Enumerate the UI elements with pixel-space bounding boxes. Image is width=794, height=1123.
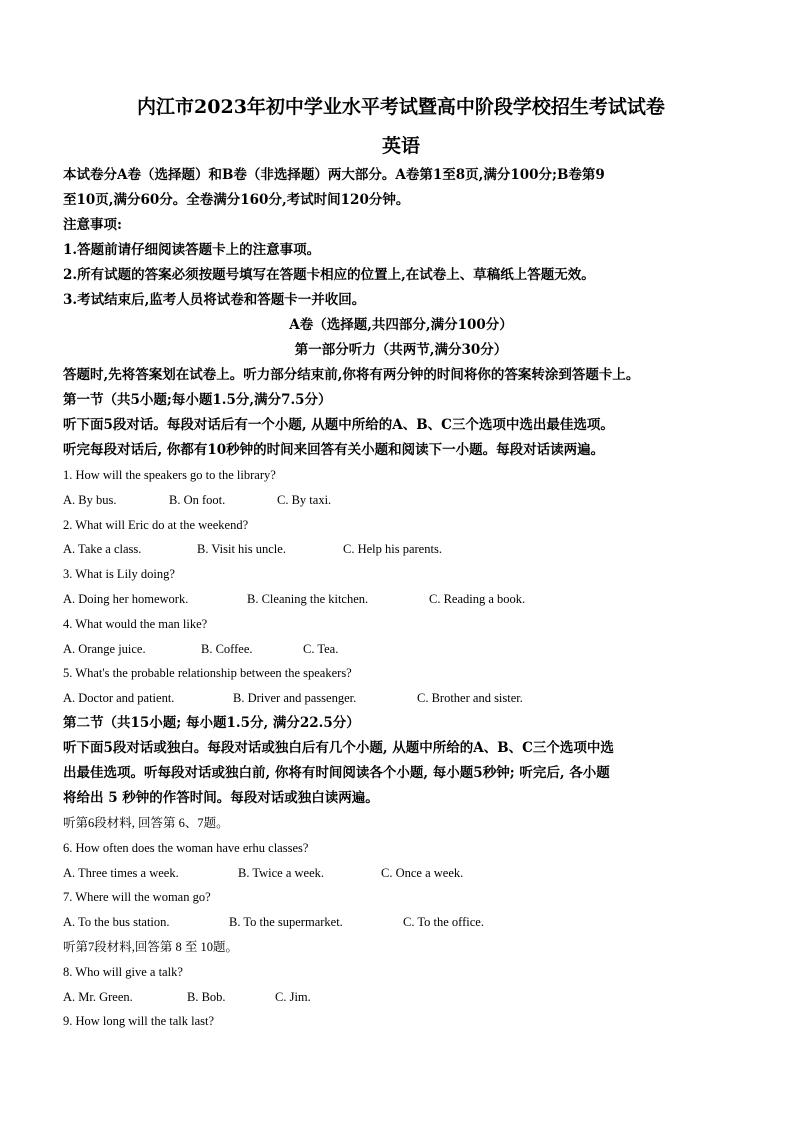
option-c: C. Brother and sister.	[417, 691, 523, 706]
notice-title: 注意事项:	[63, 217, 122, 233]
option-b: B. Bob.	[187, 989, 226, 1004]
part1-title: 第一部分听力（共两节,满分30分）	[294, 342, 508, 358]
exam-page	[63, 94, 739, 1034]
section1-directions: 听完每段对话后, 你都有10秒钟的时间来回答有关小题和阅读下一小题。每段对话读两遍。	[63, 442, 605, 458]
options-7	[63, 910, 739, 935]
notice-item: 1.答题前请仔细阅读答题卡上的注意事项。	[63, 242, 321, 258]
option-a: A. Mr. Green.	[63, 989, 133, 1004]
section2-directions: 出最佳选项。听每段对话或独白前, 你将有时间阅读各个小题, 每小题5秒钟; 听完后, 各小题	[63, 764, 610, 781]
option-b: B. Visit his uncle.	[197, 542, 286, 557]
option-b: B. Coffee.	[201, 641, 253, 656]
options-1	[63, 488, 739, 513]
question-2: 2. What will Eric do at the weekend?	[63, 517, 249, 532]
question-9: 9. How long will the talk last?	[63, 1014, 215, 1029]
options-6	[63, 861, 739, 886]
options-2	[63, 537, 739, 562]
intro-line-2: 至10页,满分60分。全卷满分160分,考试时间120分钟。	[63, 192, 410, 208]
option-c: C. Help his parents.	[343, 542, 442, 557]
option-a: A. Three times a week.	[63, 865, 179, 880]
option-a: A. Doctor and patient.	[63, 691, 175, 706]
option-c: C. Tea.	[303, 641, 339, 656]
question-3: 3. What is Lily doing?	[63, 567, 175, 582]
option-c: C. Reading a book.	[429, 591, 526, 606]
options-5	[63, 686, 739, 711]
options-4	[63, 637, 739, 662]
option-a: A. By bus.	[63, 492, 117, 507]
option-b: B. Cleaning the kitchen.	[247, 591, 369, 606]
section2-directions: 听下面5段对话或独白。每段对话或独白后有几个小题, 从题中所给的A、B、C三个选项中选	[63, 739, 614, 756]
option-b: B. Twice a week.	[238, 865, 325, 880]
option-a: A. Take a class.	[63, 542, 142, 557]
section1-title: 第一节（共5小题;每小题1.5分,满分7.5分）	[63, 392, 332, 408]
question-7: 7. Where will the woman go?	[63, 890, 211, 905]
subject-title: 英语	[381, 135, 420, 157]
notice-item: 3.考试结束后,监考人员将试卷和答题卡一并收回。	[63, 292, 366, 308]
option-a: A. To the bus station.	[63, 915, 170, 930]
intro-line-1: 本试卷分A卷（选择题）和B卷（非选择题）两大部分。A卷第1至8页,满分100分;B卷第9	[63, 167, 605, 183]
option-b: B. Driver and passenger.	[233, 691, 357, 706]
volume-a-title: A卷（选择题,共四部分,满分100分）	[289, 317, 513, 333]
option-c: C. By taxi.	[277, 492, 332, 507]
option-a: A. Orange juice.	[63, 641, 146, 656]
material-6-instruction: 听第6段材料, 回答第 6、7题。	[63, 815, 229, 830]
option-c: C. Once a week.	[381, 865, 464, 880]
listening-instruction: 答题时,先将答案划在试卷上。听力部分结束前,你将有两分钟的时间将你的答案转涂到答题卡上。	[63, 367, 640, 383]
question-6: 6. How often does the woman have erhu classes?	[63, 840, 309, 855]
question-8: 8. Who will give a talk?	[63, 964, 183, 979]
exam-title: 内江市2023年初中学业水平考试暨高中阶段学校招生考试试卷	[137, 96, 665, 118]
section2-directions: 将给出 5 秒钟的作答时间。每段对话或独白读两遍。	[63, 789, 379, 806]
question-1: 1. How will the speakers go to the library?	[63, 468, 276, 482]
question-4: 4. What would the man like?	[63, 616, 208, 631]
options-8	[63, 985, 739, 1010]
material-7-instruction: 听第7段材料,回答第 8 至 10题。	[63, 939, 239, 954]
option-b: B. To the supermarket.	[229, 915, 343, 930]
notice-item: 2.所有试题的答案必须按题号填写在答题卡相应的位置上,在试卷上、草稿纸上答题无效。	[63, 267, 595, 283]
option-a: A. Doing her homework.	[63, 591, 189, 606]
section1-directions: 听下面5段对话。每段对话后有一个小题, 从题中所给的A、B、C三个选项中选出最佳选项。	[63, 417, 614, 433]
question-5: 5. What's the probable relationship between the speakers?	[63, 666, 352, 681]
option-c: C. To the office.	[403, 915, 484, 930]
option-b: B. On foot.	[169, 492, 226, 507]
option-c: C. Jim.	[275, 989, 311, 1004]
options-3	[63, 587, 739, 612]
section2-title: 第二节（共15小题; 每小题1.5分, 满分22.5分）	[63, 714, 360, 731]
